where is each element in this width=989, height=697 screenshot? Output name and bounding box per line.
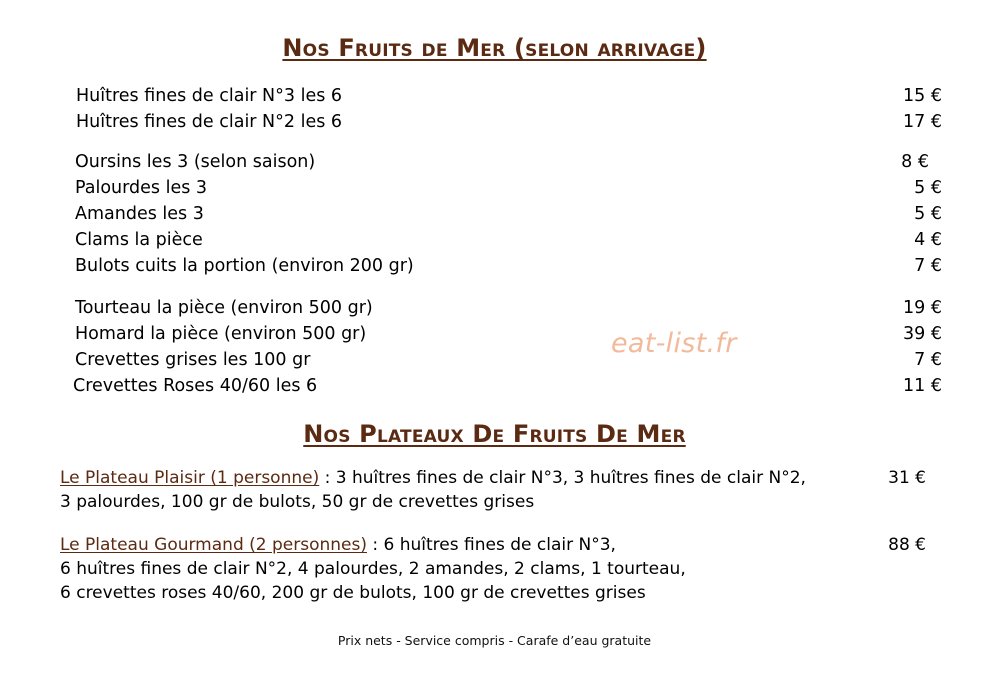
menu-item-name: Homard la pièce (environ 500 gr)	[75, 324, 367, 344]
menu-item-name: Amandes les 3	[75, 204, 204, 224]
menu-item-name: Oursins les 3 (selon saison)	[75, 152, 316, 172]
menu-item-name: Huîtres fines de clair N°3 les 6	[76, 86, 343, 106]
menu-item-price: 5 €	[914, 204, 942, 224]
plateau-price: 88 €	[888, 535, 926, 555]
menu-item-name: Bulots cuits la portion (environ 200 gr)	[75, 256, 414, 276]
plateau-description: : 3 huîtres fines de clair N°3, 3 huîtres fines de clair N°2,	[319, 468, 806, 488]
menu-item-name: Crevettes grises les 100 gr	[75, 350, 311, 370]
menu-item-price: 17 €	[903, 112, 942, 132]
menu-item-name: Huîtres fines de clair N°2 les 6	[76, 112, 343, 132]
menu-item-name: Tourteau la pièce (environ 500 gr)	[75, 298, 373, 318]
plateau-name-link[interactable]: Le Plateau Plaisir (1 personne)	[60, 468, 320, 488]
plateau-price: 31 €	[888, 468, 926, 488]
plateau-name-link[interactable]: Le Plateau Gourmand (2 personnes)	[60, 535, 367, 555]
watermark-text: eat-list.fr	[611, 328, 737, 359]
section-title-fruits-de-mer: Nos Fruits de Mer (selon arrivage)	[282, 34, 707, 62]
footer-note: Prix nets - Service compris - Carafe d’eau gratuite	[337, 633, 652, 648]
menu-item-price: 15 €	[903, 86, 942, 106]
plateau-description: 6 crevettes roses 40/60, 200 gr de bulots, 100 gr de crevettes grises	[60, 583, 646, 603]
plateau-description: 6 huîtres fines de clair N°2, 4 palourdes, 2 amandes, 2 clams, 1 tourteau,	[60, 559, 686, 579]
menu-item-name: Crevettes Roses 40/60 les 6	[73, 376, 318, 396]
menu-item-price: 7 €	[914, 256, 942, 276]
menu-item-name: Clams la pièce	[75, 230, 203, 250]
menu-item-price: 8 €	[901, 152, 929, 172]
plateau-line	[60, 534, 616, 557]
menu-item-price: 5 €	[914, 178, 942, 198]
menu-item-name: Palourdes les 3	[75, 178, 208, 198]
menu-item-price: 7 €	[914, 350, 942, 370]
menu-item-price: 19 €	[903, 298, 942, 318]
plateau-description: : 6 huîtres fines de clair N°3,	[366, 535, 616, 555]
plateau-description: 3 palourdes, 100 gr de bulots, 50 gr de crevettes grises	[60, 492, 535, 512]
menu-item-price: 39 €	[903, 324, 942, 344]
menu-item-price: 4 €	[914, 230, 942, 250]
menu-item-price: 11 €	[903, 376, 942, 396]
plateau-line	[60, 467, 806, 490]
section-title-plateaux: Nos Plateaux De Fruits De Mer	[303, 420, 686, 448]
